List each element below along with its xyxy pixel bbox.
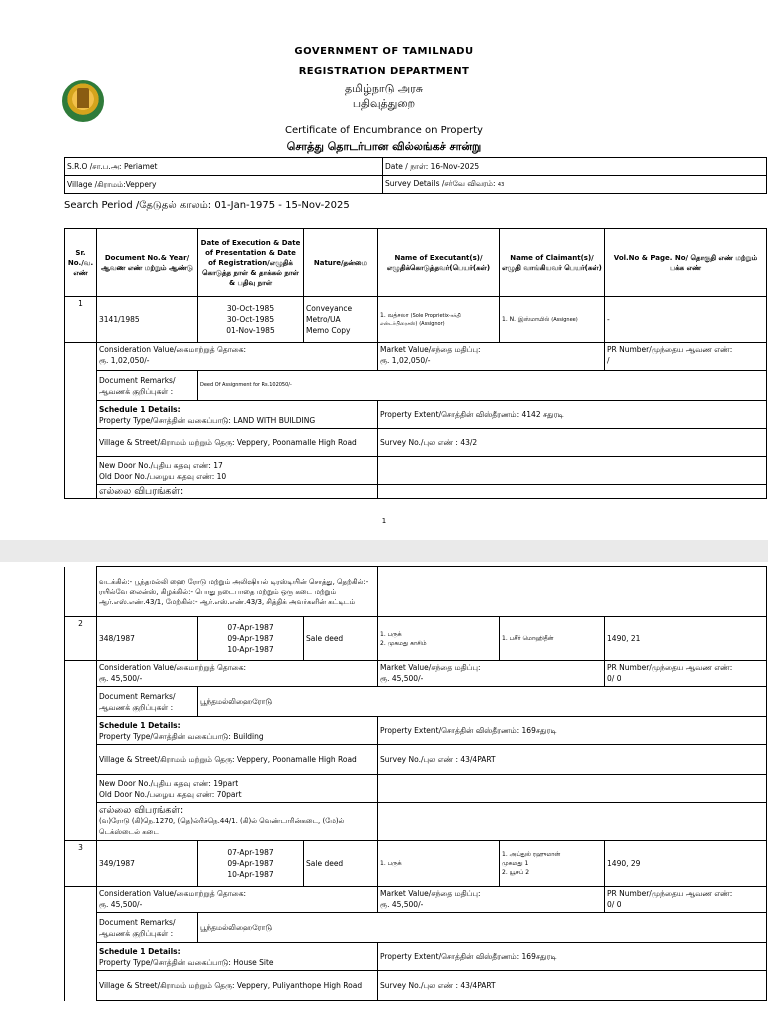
table-row: Document Remarks/ ஆவணக் குறிப்புகள் : பூந்தமல்லிஹைரோடு (65, 913, 767, 943)
table-row: Consideration Value/கைமாற்றுத் தொகை: ரூ. 1,02,050/- Market Value/சந்தை மதிப்பு: ரூ. 1,02,050/- PR Number/முந்தைய ஆவண எண்: / (65, 343, 767, 371)
table-row: Schedule 1 Details: Property Type/சொத்தின் வகைப்பாடு: Building Property Extent/சொத்தின் விஸ்தீரணம்: 169சதுரடி (65, 717, 767, 745)
dept-title-en: REGISTRATION DEPARTMENT (298, 66, 470, 77)
dept-title-ta: பதிவுத்துறை (352, 97, 416, 110)
certificate-title-ta: சொத்து தொடர்பான வில்லங்கச் சான்று (286, 140, 482, 153)
table-row: Consideration Value/கைமாற்றுத் தொகை: ரூ. 45,500/- Market Value/சந்தை மதிப்பு: ரூ. 45,500/- PR Number/முந்தைய ஆவண எண்: 0/ 0 (65, 887, 767, 913)
encumbrance-table-page-1 (64, 228, 767, 499)
col-vol: Vol.No & Page. No/ தொகுதி எண் மற்றும் பக்க எண் (605, 229, 767, 297)
page-gap (0, 540, 768, 562)
table-row: வடக்கில்:- பூந்தமல்லி ஹை ரோடு மற்றும் அலிஷியல் டிரஸ்டியின் சொத்து, தெற்கில்:- ரயில்வே லைன்ஸ், கிழக்கில்:- பொது நடைபாதை மற்றும் ஒரு கடை மற்றும் ஆர்.எஸ்.எண்.43/1, மேற்கில்:- ஆர்.எஸ்.எண்.43/3, சித்திக் அவர்களின் கட்டிடம் (65, 567, 767, 617)
encumbrance-table-page-2 (64, 566, 767, 1001)
col-dates: Date of Execution & Date of Presentation & Date of Registration/எழுதிக் கொடுத்த நாள் & தாக்கல் நாள் & பதிவு நாள் (198, 229, 304, 297)
search-period: Search Period /தேடுதல் காலம்: 01-Jan-1975 - 15-Nov-2025 (64, 200, 350, 211)
col-nature: Nature/தன்மை (304, 229, 378, 297)
page-2 (0, 562, 768, 1024)
table-row: எல்லை விபரங்கள்: (வ)ரோடு (கி)நெ.1270, (தெ)ல்ரிச்நெ.44/1. (கி)ல் வெண்டாரின்கடை, (மே)ல் டெக்ஸ்டைல் கடை (65, 803, 767, 841)
col-claimant: Name of Claimant(s)/ எழுதி வாங்கியவர் பெயர்(கள்) (500, 229, 605, 297)
certificate-title-en: Certificate of Encumbrance on Property (285, 125, 483, 136)
table-row: எல்லை விபரங்கள்: (65, 485, 767, 499)
page-number: 1 (381, 517, 387, 525)
table-row: New Door No./புதிய கதவு எண்: 17 Old Door No./பழைய கதவு எண்: 10 (65, 457, 767, 485)
date-cell: Date / நாள்: 16-Nov-2025 (383, 158, 767, 176)
table-row: Document Remarks/ ஆவணக் குறிப்புகள் : Deed Of Assignment for Rs.102050/- (65, 371, 767, 401)
table-row: Document Remarks/ ஆவணக் குறிப்புகள் : பூந்தமல்லிஹைரோடு (65, 687, 767, 717)
table-row: Schedule 1 Details: Property Type/சொத்தின் வகைப்பாடு: LAND WITH BUILDING Property Extent/சொத்தின் விஸ்தீரணம்: 4142 சதுரடி (65, 401, 767, 429)
table-row: 1 3141/1985 30-Oct-1985 30-Oct-1985 01-Nov-1985 Conveyance Metro/UA Memo Copy 1. வத்சலா (Sole Proprietix-சக்தி என்டர்பிரைசஸ்) (Assignor) 1. N. இஸ்மாயில் (Assignee) - (65, 297, 767, 343)
col-sr: Sr. No./வ. எண் (65, 229, 97, 297)
sro-cell: S.R.O /சா.ப.அ: Periamet (65, 158, 383, 176)
meta-table (64, 157, 767, 194)
table-row: New Door No./புதிய கதவு எண்: 19part Old Door No./பழைய கதவு எண்: 70part (65, 775, 767, 803)
table-row: Village & Street/கிராமம் மற்றும் தெரு: Veppery, Poonamalle High Road Survey No./புல எண் : 43/2 (65, 429, 767, 457)
table-row: Consideration Value/கைமாற்றுத் தொகை: ரூ. 45,500/- Market Value/சந்தை மதிப்பு: ரூ. 45,500/- PR Number/முந்தைய ஆவண எண்: 0/ 0 (65, 661, 767, 687)
table-row: 3 349/1987 07-Apr-1987 09-Apr-1987 10-Apr-1987 Sale deed 1. பருக் 1. அப்துல் ரஹுமான் முகமது 1 2. யூசப் 2 1490, 29 (65, 841, 767, 887)
col-doc: Document No.& Year/ ஆவண எண் மற்றும் ஆண்டு (97, 229, 198, 297)
survey-cell: Survey Details /சர்வே விவரம்: 43 (383, 176, 767, 194)
table-row: Village & Street/கிராமம் மற்றும் தெரு: Veppery, Poonamalle High Road Survey No./புல எண் : 43/4PART (65, 745, 767, 775)
table-row: 2 348/1987 07-Apr-1987 09-Apr-1987 10-Apr-1987 Sale deed 1. பருக் 2. முகமது காசிம் 1. பசீர் மொஹிதீன் 1490, 21 (65, 617, 767, 661)
col-executant: Name of Executant(s)/ எழுதிக்கொடுத்தவர்(பெயர்(கள்) (378, 229, 500, 297)
table-row: Village & Street/கிராமம் மற்றும் தெரு: Veppery, Puliyanthope High Road Survey No./புல எண் : 43/4PART (65, 971, 767, 1001)
gov-title-en: GOVERNMENT OF TAMILNADU (294, 46, 474, 57)
village-cell: Village /கிராமம்:Veppery (65, 176, 383, 194)
gov-title-ta: தமிழ்நாடு அரசு (344, 82, 424, 95)
table-row: Schedule 1 Details: Property Type/சொத்தின் வகைப்பாடு: House Site Property Extent/சொத்தின் விஸ்தீரணம்: 169சதுரடி (65, 943, 767, 971)
